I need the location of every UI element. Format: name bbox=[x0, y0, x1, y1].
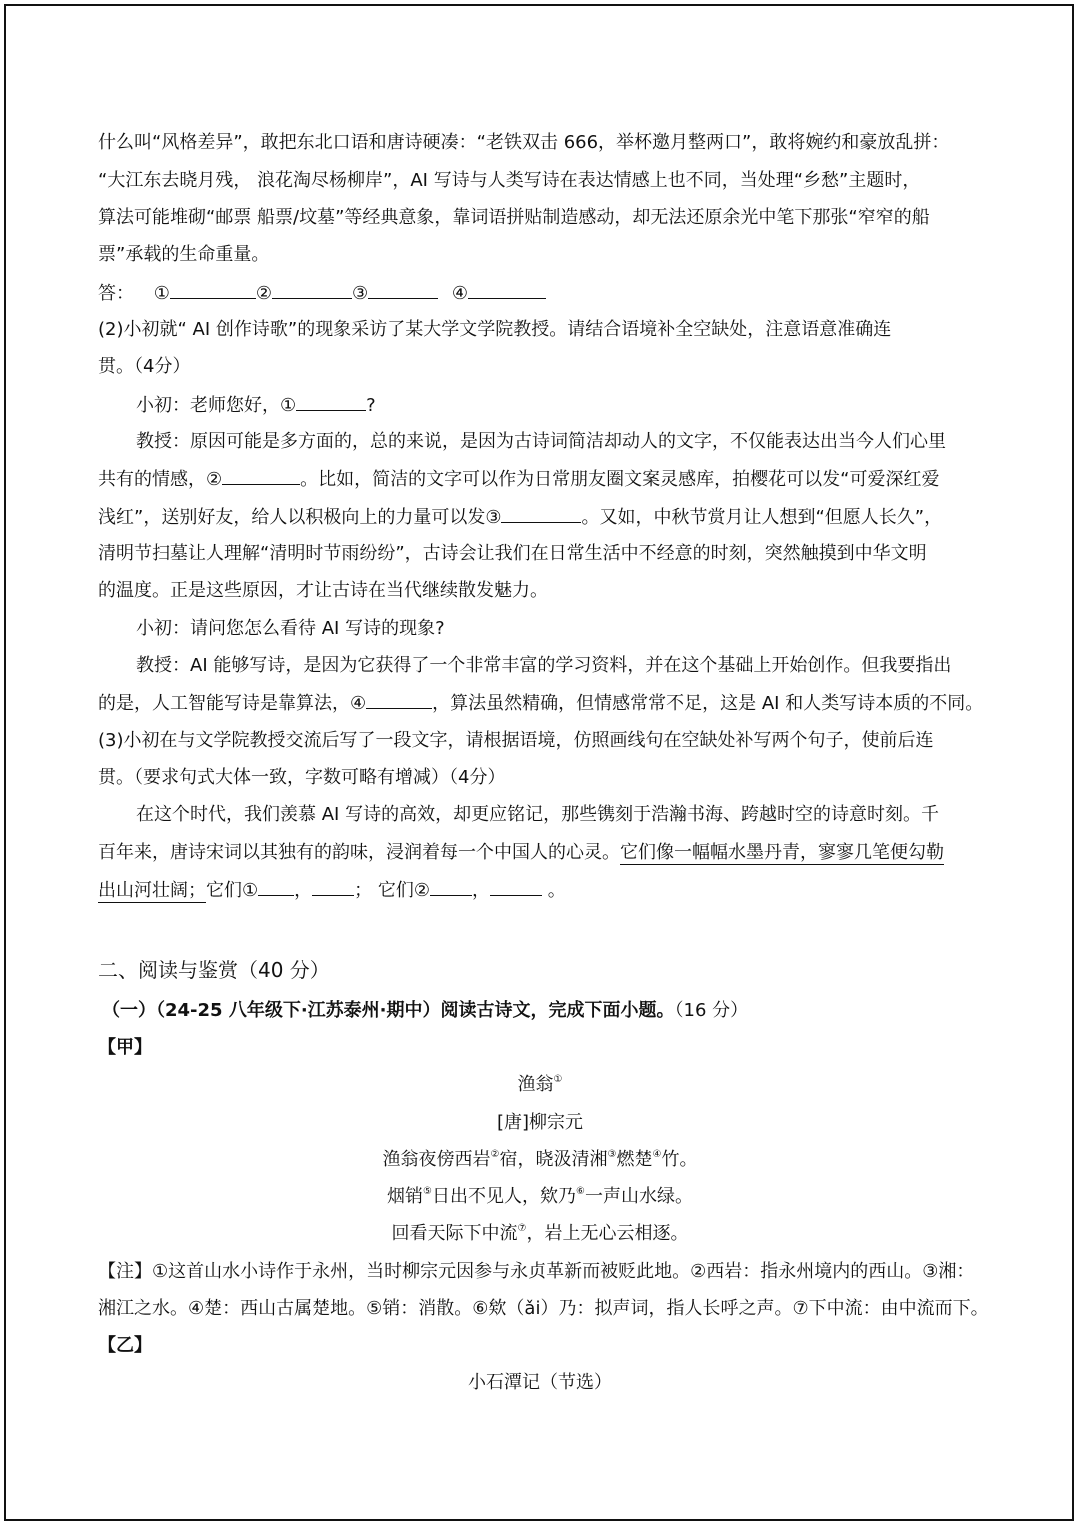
q3-paragraph-line-3 bbox=[98, 877, 566, 904]
page-border bbox=[4, 4, 1074, 1521]
paragraph-text: 。 bbox=[542, 880, 566, 901]
q2-dialogue-8: 教授：AI 能够写诗，是因为它获得了一个非常丰富的学习资料，并在这个基础上开始创作。但我要指出 bbox=[136, 655, 952, 676]
q3-blank-1a[interactable] bbox=[258, 877, 294, 896]
poem-verse-2 bbox=[0, 1184, 1080, 1210]
model-sentence-underlined: 它们像一幅幅水墨丹青，寥寥几笔便勾勒 bbox=[620, 842, 944, 863]
q2-dialogue-3 bbox=[98, 466, 939, 493]
footnote-mark: ③ bbox=[607, 1149, 617, 1160]
notes-line-2: 湘江之水。④楚：西山古属楚地。⑤销：消散。⑥欸（ǎi）乃：拟声词，指人长呼之声。⑦下中流：由中流而下。 bbox=[98, 1298, 989, 1319]
q2-dialogue-7: 小初：请问您怎么看待 AI 写诗的现象? bbox=[136, 618, 445, 639]
dialogue-text: 小初：老师您好，① bbox=[136, 395, 297, 416]
answer-marker-4: ④ bbox=[451, 283, 469, 304]
essay-title: 小石潭记（节选） bbox=[468, 1372, 612, 1393]
dialogue-text: 共有的情感，② bbox=[98, 469, 223, 490]
q2-prompt-line-2: 贯。（4分） bbox=[98, 356, 191, 377]
answer-marker-2: ② bbox=[255, 283, 273, 304]
verse-text: 燃楚 bbox=[616, 1149, 653, 1170]
q2-dialogue-9 bbox=[98, 690, 983, 717]
subsection-score: （16 分） bbox=[674, 1000, 749, 1021]
footnote-mark: ⑤ bbox=[423, 1186, 432, 1197]
paragraph-text: ； 它们② bbox=[354, 880, 430, 901]
subsection-title: （一）（24-25 八年级下·江苏泰州·期中）阅读古诗文，完成下面小题。 bbox=[102, 1000, 675, 1021]
q2-blank-4[interactable] bbox=[366, 690, 432, 709]
q3-paragraph-line-1: 在这个时代，我们羡慕 AI 写诗的高效，却更应铭记，那些镌刻于浩瀚书海、跨越时空的诗意时刻。千 bbox=[136, 804, 940, 825]
dialogue-text: 。又如，中秋节赏月让人想到“但愿人长久”， bbox=[581, 507, 943, 528]
footnote-mark: ⑥ bbox=[576, 1186, 585, 1197]
footnote-mark: ① bbox=[553, 1074, 563, 1085]
q3-blank-1b[interactable] bbox=[312, 877, 354, 896]
dialogue-text: ，算法虽然精确，但情感常常不足，这是 AI 和人类写诗本质的不同。 bbox=[432, 693, 984, 714]
answer-marker-3: ③ bbox=[352, 283, 369, 304]
poem-title-text: 渔翁 bbox=[517, 1074, 554, 1095]
poem-author: [唐]柳宗元 bbox=[496, 1112, 584, 1133]
q2-blank-2[interactable] bbox=[222, 466, 300, 485]
verse-text: 烟销 bbox=[387, 1186, 424, 1207]
footnote-mark: ④ bbox=[652, 1149, 662, 1160]
q2-blank-3[interactable] bbox=[501, 504, 581, 523]
answer-blank-2[interactable] bbox=[272, 280, 352, 299]
q2-dialogue-2: 教授：原因可能是多方面的，总的来说，是因为古诗词简洁却动人的文字，不仅能表达出当今人们心里 bbox=[136, 431, 946, 452]
answer-label: 答： bbox=[98, 283, 134, 304]
section-title: 二、阅读与鉴赏（40 分） bbox=[98, 958, 330, 982]
answer-blank-1[interactable] bbox=[170, 280, 256, 299]
q2-dialogue-1 bbox=[136, 392, 376, 419]
dialogue-text: 浅红”，送别好友，给人以积极向上的力量可以发③ bbox=[98, 507, 502, 528]
answer-marker-1: ① bbox=[153, 283, 170, 304]
answer-blank-3[interactable] bbox=[368, 280, 438, 299]
poem-verse-3 bbox=[0, 1221, 1080, 1247]
verse-text: 竹。 bbox=[661, 1149, 698, 1170]
q2-blank-1[interactable] bbox=[296, 392, 366, 411]
label-yi: 【乙】 bbox=[98, 1335, 152, 1356]
paragraph-text: 它们① bbox=[206, 880, 259, 901]
answer-blank-4[interactable] bbox=[468, 280, 546, 299]
answer-line bbox=[98, 280, 546, 307]
q2-dialogue-4 bbox=[98, 504, 942, 531]
label-jia: 【甲】 bbox=[98, 1037, 152, 1058]
poem-verse-1 bbox=[0, 1147, 1080, 1173]
paragraph-text: ， bbox=[472, 880, 490, 901]
verse-text: ，岩上无心云相逐。 bbox=[526, 1223, 689, 1244]
notes-line-1: 【注】①这首山水小诗作于永州，当时柳宗元因参与永贞革新而被贬此地。②西岩：指永州境内的西山。③湘： bbox=[98, 1261, 975, 1282]
q3-paragraph-line-2 bbox=[98, 840, 944, 866]
dialogue-text: 。比如，简洁的文字可以作为日常朋友圈文案灵感库，拍樱花可以发“可爱深红爱 bbox=[300, 469, 940, 490]
footnote-mark: ⑦ bbox=[517, 1223, 527, 1234]
verse-text: 回看天际下中流 bbox=[391, 1223, 518, 1244]
subsection-heading bbox=[102, 998, 748, 1024]
dialogue-text: ? bbox=[366, 395, 376, 416]
q3-prompt-line-2: 贯。（要求句式大体一致，字数可略有增减）（4分） bbox=[98, 767, 506, 788]
q2-prompt-line-1: (2)小初就“ AI 创作诗歌”的现象采访了某大学文学院教授。请结合语境补全空缺处，注意语意准确连 bbox=[98, 319, 892, 340]
q3-prompt-line-1: (3)小初在与文学院教授交流后写了一段文字，请根据语境，仿照画线句在空缺处补写两个句子，使前后连 bbox=[98, 730, 934, 751]
verse-text: 日出不见人，欸乃 bbox=[432, 1186, 576, 1207]
q2-dialogue-5: 清明节扫墓让人理解“清明时节雨纷纷”，古诗会让我们在日常生活中不经意的时刻，突然触摸到中华文明 bbox=[98, 543, 927, 564]
passage-line-3: 算法可能堆砌“邮票 船票/坟墓”等经典意象，靠词语拼贴制造感动，却无法还原余光中笔下那张“窄窄的船 bbox=[98, 207, 930, 228]
q2-dialogue-6: 的温度。正是这些原因，才让古诗在当代继续散发魅力。 bbox=[98, 580, 548, 601]
poem-title bbox=[0, 1072, 1080, 1098]
model-sentence-underlined: 出山河壮阔； bbox=[98, 880, 206, 901]
q3-blank-2b[interactable] bbox=[490, 877, 542, 896]
dialogue-text: 的是，人工智能写诗是靠算法，④ bbox=[98, 693, 367, 714]
verse-text: 一声山水绿。 bbox=[584, 1186, 693, 1207]
passage-line-2: “大江东去晓月残， 浪花淘尽杨柳岸”，AI 写诗与人类写诗在表达情感上也不同，当处理“乡愁”主题时， bbox=[98, 170, 921, 191]
paragraph-text: 百年来，唐诗宋词以其独有的韵味，浸润着每一个中国人的心灵。 bbox=[98, 842, 620, 863]
passage-line-1: 什么叫“风格差异”，敢把东北口语和唐诗硬凑：“老铁双击 666，举杯邀月整两口”，敢将婉约和豪放乱拼： bbox=[98, 132, 950, 153]
verse-text: 渔翁夜傍西岩 bbox=[382, 1149, 491, 1170]
paragraph-text: ， bbox=[294, 880, 313, 901]
q3-blank-2a[interactable] bbox=[430, 877, 472, 896]
passage-line-4: 票”承载的生命重量。 bbox=[98, 244, 270, 265]
verse-text: 宿，晓汲清湘 bbox=[499, 1149, 608, 1170]
footnote-mark: ② bbox=[490, 1149, 500, 1160]
